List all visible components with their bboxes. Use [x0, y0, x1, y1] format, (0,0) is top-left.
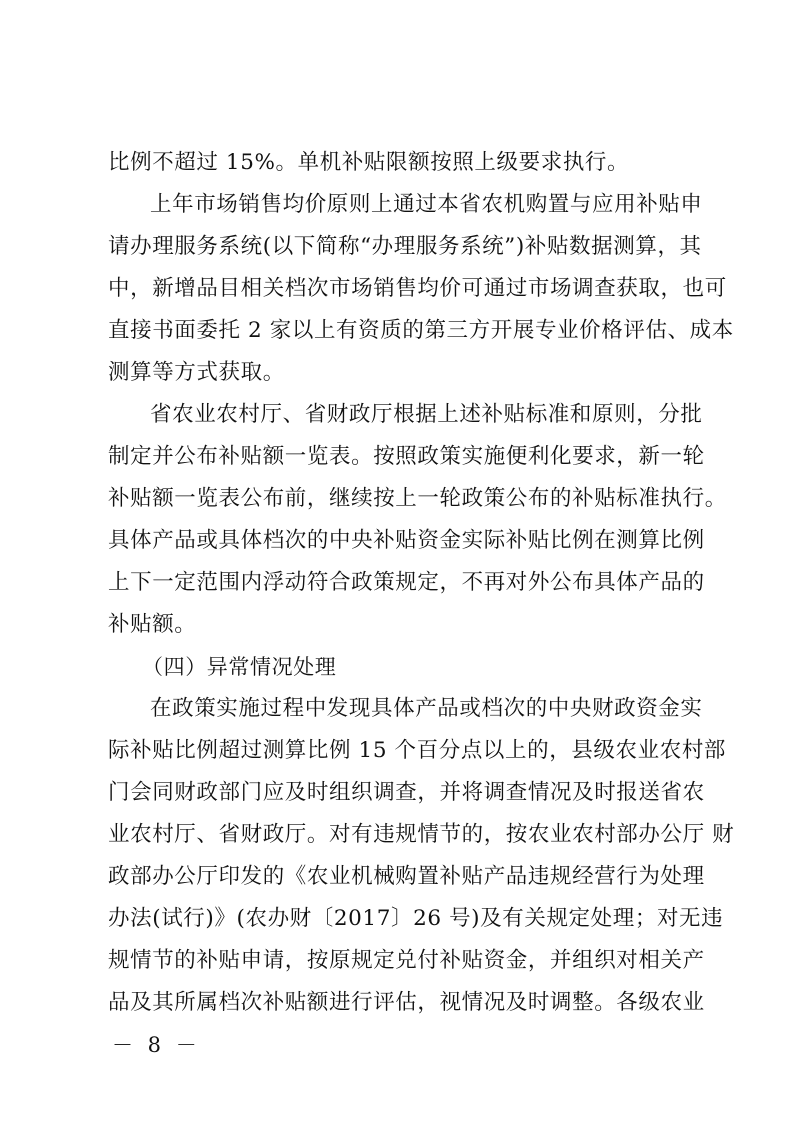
paragraph-line: 请办理服务系统(以下简称“办理服务系统”)补贴数据测算，其 — [108, 234, 702, 259]
paragraph-line: 补贴额。 — [108, 612, 197, 637]
paragraph-line: 规情节的补贴申请，按原规定兑付补贴资金，并组织对相关产 — [108, 948, 705, 973]
section-heading: （四）异常情况处理 — [142, 655, 337, 679]
paragraph-line: 比例不超过 15%。单机补贴限额按照上级要求执行。 — [108, 150, 630, 175]
page-number: － 8 － — [112, 1033, 201, 1057]
paragraph-line: 业农村厅、省财政厅。对有违规情节的，按农业农村部办公厅 财 — [108, 822, 735, 847]
paragraph-line: 门会同财政部门应及时组织调查，并将调查情况及时报送省农 — [108, 780, 705, 805]
paragraph-line: 具体产品或具体档次的中央补贴资金实际补贴比例在测算比例 — [108, 528, 705, 553]
paragraph-line: 上年市场销售均价原则上通过本省农机购置与应用补贴申 — [150, 192, 703, 217]
paragraph-line: 在政策实施过程中发现具体产品或档次的中央财政资金实 — [150, 696, 703, 721]
paragraph-line: 直接书面委托 2 家以上有资质的第三方开展专业价格评估、成本 — [108, 318, 734, 343]
paragraph-line: 中，新增品目相关档次市场销售均价可通过市场调查获取，也可 — [108, 276, 727, 301]
paragraph-line: 品及其所属档次补贴额进行评估，视情况及时调整。各级农业 — [108, 990, 705, 1015]
paragraph-line: 省农业农村厅、省财政厅根据上述补贴标准和原则，分批 — [150, 402, 703, 427]
paragraph-line: 制定并公布补贴额一览表。按照政策实施便利化要求，新一轮 — [108, 444, 705, 469]
paragraph-line: 办法(试行)》(农办财〔2017〕26 号)及有关规定处理；对无违 — [108, 906, 724, 931]
paragraph-line: 测算等方式获取。 — [108, 360, 285, 385]
paragraph-line: 上下一定范围内浮动符合政策规定，不再对外公布具体产品的 — [108, 570, 705, 595]
paragraph-line: 政部办公厅印发的《农业机械购置补贴产品违规经营行为处理 — [108, 864, 705, 889]
paragraph-line: 际补贴比例超过测算比例 15 个百分点以上的，县级农业农村部 — [108, 738, 727, 763]
paragraph-line: 补贴额一览表公布前，继续按上一轮政策公布的补贴标准执行。 — [108, 486, 727, 511]
